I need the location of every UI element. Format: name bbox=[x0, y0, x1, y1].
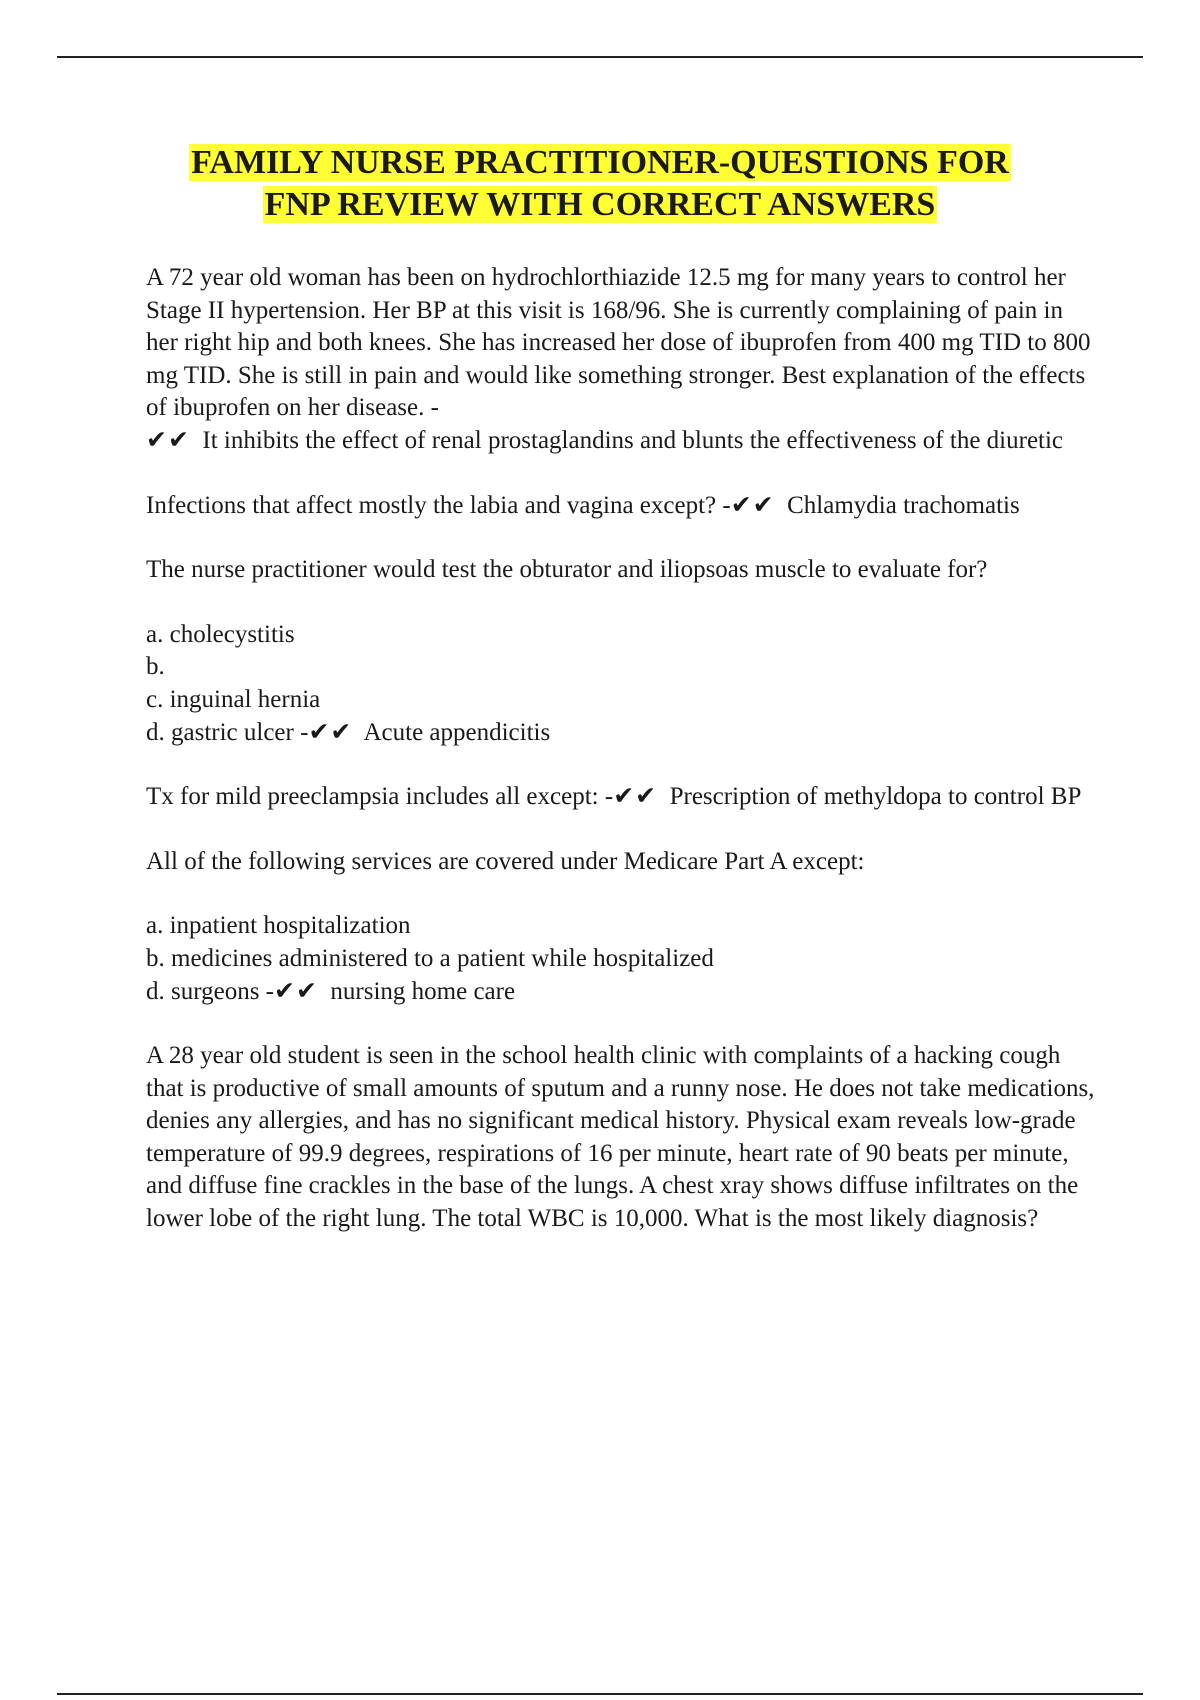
check-mark-icon: ✔✔ bbox=[613, 783, 658, 811]
check-mark-icon: ✔✔ bbox=[308, 718, 353, 746]
question-text: A 72 year old woman has been on hydrochlorthiazide 12.5 mg for many years to control her Stage II hypertension. Her BP at this visit is 168/96. She is currently complaining of pain in her right hip and both knees. She has increased her dose of ibuprofen from 400 mg TID to 800 mg TID. She is still in pain and would like something stronger. Best explanation of the effects of ibuprofen on her disease. - bbox=[146, 264, 1091, 422]
question-text: The nurse practitioner would test the obturator and iliopsoas muscle to evaluate for? bbox=[146, 556, 988, 584]
top-rule bbox=[57, 56, 1143, 58]
question-text: Infections that affect mostly the labia and vagina except? - bbox=[146, 491, 731, 519]
question-6 bbox=[146, 1040, 1096, 1236]
option-b: b. bbox=[146, 653, 165, 681]
option-a: a. cholecystitis bbox=[146, 620, 295, 648]
question-text: Tx for mild preeclampsia includes all except: - bbox=[146, 783, 614, 811]
check-mark-icon: ✔✔ bbox=[730, 491, 775, 519]
option-d-text: d. surgeons - bbox=[146, 977, 275, 1005]
option-a: a. inpatient hospitalization bbox=[146, 912, 411, 940]
answer-text: nursing home care bbox=[330, 977, 516, 1005]
answer-text: It inhibits the effect of renal prostaglandins and blunts the effectiveness of the diuretic bbox=[202, 426, 1064, 454]
question-2 bbox=[146, 490, 1096, 523]
title-line-2: FNP REVIEW WITH CORRECT ANSWERS bbox=[264, 186, 936, 223]
document-body bbox=[146, 262, 1096, 1268]
question-3 bbox=[146, 554, 1096, 587]
option-d-text: d. gastric ulcer - bbox=[146, 718, 309, 746]
answer-text: Prescription of methyldopa to control BP bbox=[669, 783, 1082, 811]
option-b: b. medicines administered to a patient while hospitalized bbox=[146, 944, 714, 972]
check-mark-icon: ✔✔ bbox=[274, 977, 318, 1005]
page-title bbox=[0, 142, 1200, 226]
title-line-1: FAMILY NURSE PRACTITIONER-QUESTIONS FOR bbox=[191, 144, 1009, 181]
answer-text: Chlamydia trachomatis bbox=[787, 491, 1020, 519]
question-1 bbox=[146, 262, 1096, 458]
option-c: c. inguinal hernia bbox=[146, 685, 321, 713]
option-d bbox=[146, 976, 1096, 1009]
question-3-options bbox=[146, 619, 1096, 749]
answer-text: Acute appendicitis bbox=[363, 718, 551, 746]
bottom-rule bbox=[57, 1693, 1143, 1695]
question-text: A 28 year old student is seen in the school health clinic with complaints of a hacking cough that is productive of small amounts of sputum and a runny nose. He does not take medications, denies any allergies, and has no significant medical history. Physical exam reveals low-grade temperature of 99.9 degrees, respirations of 16 per minute, heart rate of 90 beats per minute, and diffuse fine crackles in the base of the lungs. A chest xray shows diffuse infiltrates on the lower lobe of the right lung. The total WBC is 10,000. What is the most likely diagnosis? bbox=[146, 1042, 1095, 1233]
option-d bbox=[146, 717, 1096, 750]
question-text: All of the following services are covered under Medicare Part A except: bbox=[146, 847, 865, 875]
check-mark-icon: ✔✔ bbox=[146, 426, 190, 454]
question-5-options bbox=[146, 910, 1096, 1008]
question-4 bbox=[146, 781, 1096, 814]
question-5 bbox=[146, 846, 1096, 879]
